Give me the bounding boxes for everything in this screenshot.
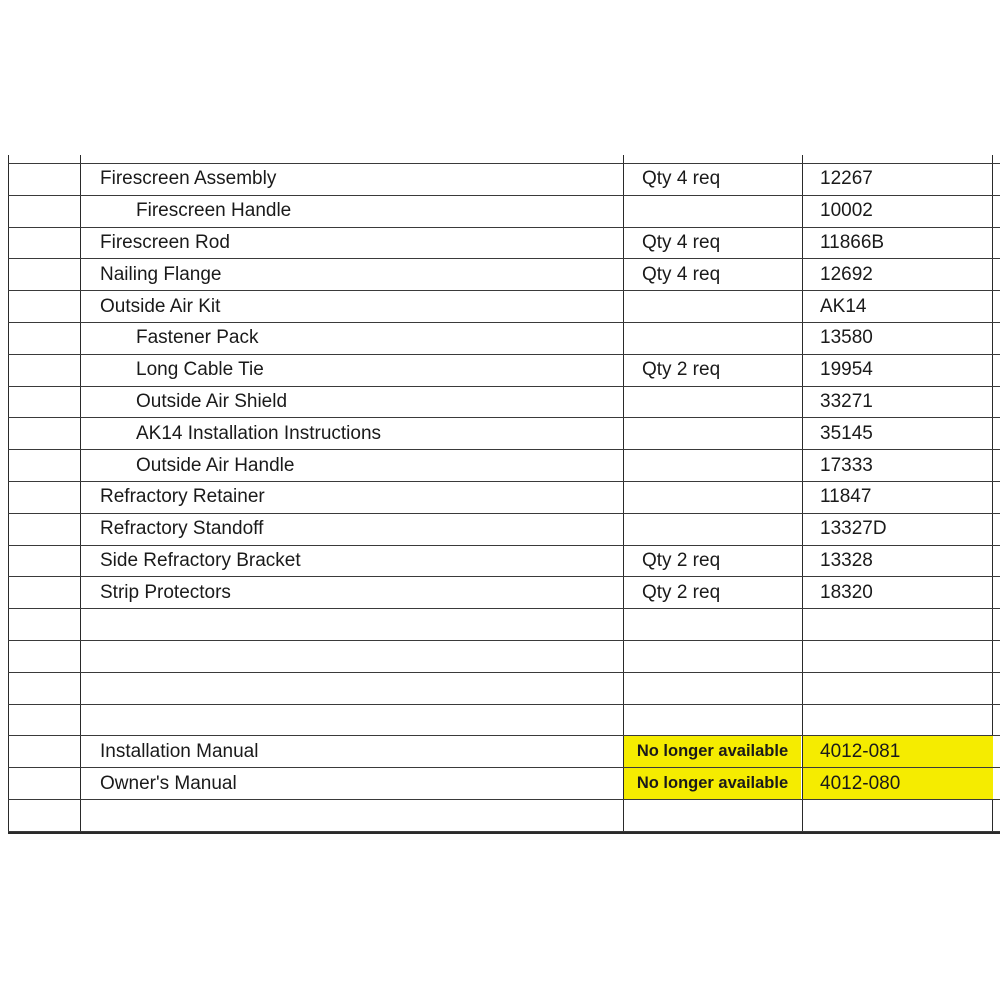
part-description: Refractory Standoff — [100, 518, 264, 540]
table-row — [8, 673, 1000, 705]
table-row — [8, 577, 1000, 609]
table-row — [8, 514, 1000, 546]
part-description: Long Cable Tie — [136, 359, 264, 381]
table-row — [8, 736, 1000, 768]
part-number: 19954 — [820, 359, 873, 381]
table-row — [8, 546, 1000, 578]
table-row — [8, 228, 1000, 260]
part-description: Strip Protectors — [100, 581, 231, 603]
part-number: 18320 — [820, 581, 873, 603]
table-row — [8, 450, 1000, 482]
part-number: 33271 — [820, 390, 873, 412]
table-row — [8, 768, 1000, 800]
table-row — [8, 482, 1000, 514]
table-row — [8, 609, 1000, 641]
part-number: AK14 — [820, 295, 867, 317]
part-quantity: Qty 4 req — [642, 168, 721, 190]
part-number: 13327D — [820, 518, 887, 540]
part-number: 4012-081 — [820, 740, 901, 762]
part-number: 12692 — [820, 263, 873, 285]
table-row — [8, 387, 1000, 419]
table-row — [8, 641, 1000, 673]
table-row — [8, 164, 1000, 196]
part-description: Outside Air Kit — [100, 295, 221, 317]
part-number: 11866B — [820, 231, 885, 253]
part-number: 35145 — [820, 422, 873, 444]
table-row — [8, 291, 1000, 323]
part-description: Outside Air Handle — [136, 454, 295, 476]
part-number: 4012-080 — [820, 772, 901, 794]
part-number: 17333 — [820, 454, 873, 476]
part-quantity: Qty 2 req — [642, 359, 721, 381]
part-description: Firescreen Handle — [136, 200, 292, 222]
part-description: Installation Manual — [100, 740, 259, 762]
part-number: 12267 — [820, 168, 873, 190]
part-quantity: Qty 4 req — [642, 231, 721, 253]
table-row — [8, 323, 1000, 355]
part-description: Firescreen Rod — [100, 231, 230, 253]
parts-table — [8, 155, 1000, 834]
part-description: Refractory Retainer — [100, 486, 265, 508]
part-description: AK14 Installation Instructions — [136, 422, 382, 444]
table-row — [8, 259, 1000, 291]
part-number: 13328 — [820, 549, 873, 571]
part-number: 11847 — [820, 486, 872, 508]
table-row — [8, 355, 1000, 387]
part-description: Nailing Flange — [100, 263, 222, 285]
part-quantity: Qty 4 req — [642, 263, 721, 285]
table-row — [8, 705, 1000, 737]
part-quantity: Qty 2 req — [642, 549, 721, 571]
availability-status-cell: No longer available — [624, 736, 801, 767]
part-number: 10002 — [820, 200, 873, 222]
part-description: Outside Air Shield — [136, 390, 288, 412]
table-row — [8, 800, 1000, 832]
table-row-stub — [8, 155, 1000, 164]
table-row — [8, 196, 1000, 228]
part-description: Fastener Pack — [136, 327, 259, 349]
availability-status-cell: No longer available — [624, 768, 801, 799]
table-row — [8, 418, 1000, 450]
part-number: 13580 — [820, 327, 873, 349]
part-description: Firescreen Assembly — [100, 168, 277, 190]
part-description: Side Refractory Bracket — [100, 549, 301, 571]
part-quantity: Qty 2 req — [642, 581, 721, 603]
part-description: Owner's Manual — [100, 772, 237, 794]
